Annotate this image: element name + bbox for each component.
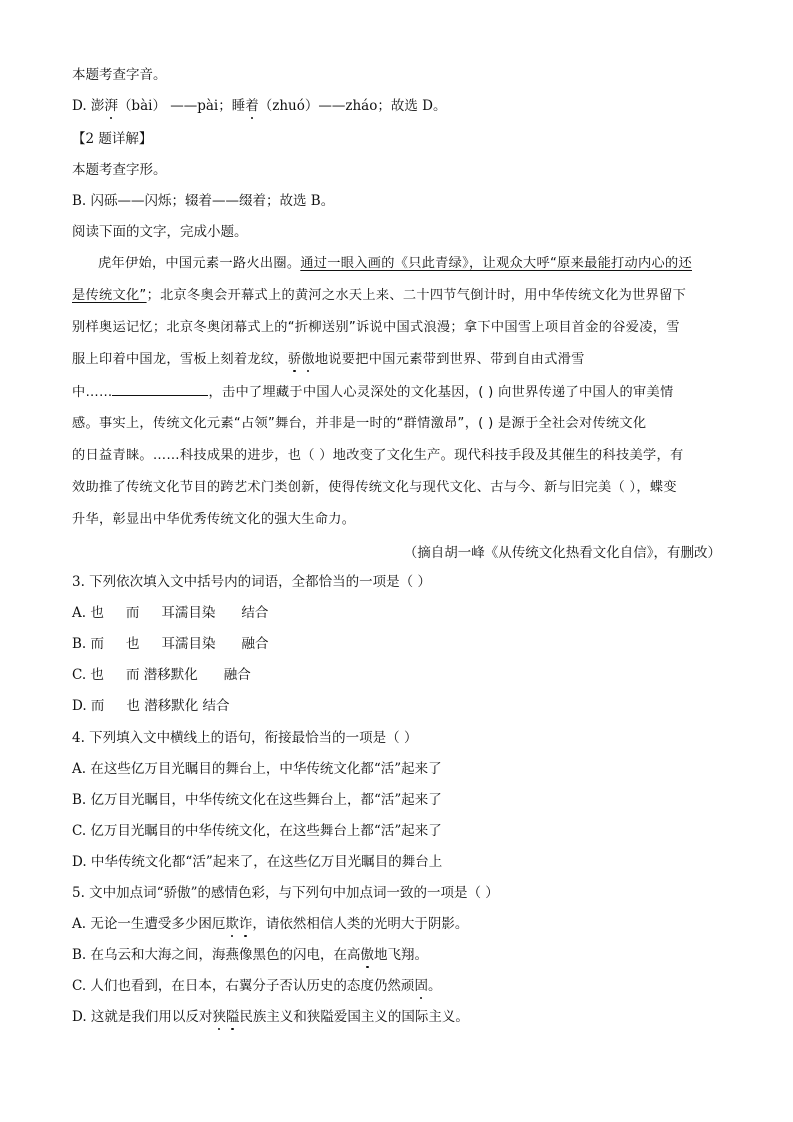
emphasis-dot-char: 诈 [238,916,253,932]
emphasis-dot-char: 欺 [225,916,239,932]
q2-header: 【2 题详解】 [72,131,153,147]
q5-option-d: D. 这就是我们用以反对狭隘民族主义和狭隘爱国主义的国际主义。 [72,1009,469,1025]
q5-option-a: A. 无论一生遭受多少困厄欺诈，请依然相信人类的光明大于阴影。 [72,916,469,932]
q4-option-d: D. 中华传统文化都“活”起来了，在这些亿万目光瞩目的舞台上 [72,854,443,870]
q1-intro: 本题考查字音。 [72,67,167,83]
underlined-sentence: 通过一眼入画的《只此青绿》，让观众大呼“原来最能打动内心的还 [300,256,692,271]
q5-option-b: B. 在乌云和大海之间，海燕像黑色的闪电，在高傲地飞翔。 [72,947,429,963]
passage-line-5: 中…… ，击中了埋藏于中国人心灵深处的文化基因，( ) 向世界传递了中国人的审美情 [72,385,674,400]
q3-option-b: B. 而 也 耳濡目染 融合 [72,636,269,652]
q5-stem: 5. 文中加点词“骄傲”的感情色彩，与下列句中加点词一致的一项是（ ） [72,885,499,901]
q2-intro: 本题考查字形。 [72,162,167,178]
q1-option-d-explanation: D. 澎湃（bài） ——pài；睡着（zhuó）——zháo；故选 D。 [72,98,447,114]
q3-option-a: A. 也 而 耳濡目染 结合 [72,605,269,621]
q4-option-c: C. 亿万目光瞩目的中华传统文化，在这些舞台上都“活”起来了 [72,823,442,839]
passage-line-6: 感。事实上，传统文化元素“占领”舞台，并非是一时的“群情激昂”，( ) 是源于全社会对传统文化 [72,416,647,431]
emphasis-dot-char: 湃 [104,98,118,114]
fill-in-blank [112,383,208,396]
emphasis-dot-char: 着 [245,98,259,114]
q4-option-a: A. 在这些亿万目光瞩目的舞台上，中华传统文化都“活”起来了 [72,761,442,777]
passage-line-3: 别样奥运记忆；北京冬奥闭幕式上的“折柳送别”诉说中国式浪漫；拿下中国雪上项目首金的谷爱凌，雪 [72,320,680,335]
emphasis-dot-char: 狭 [212,1009,226,1025]
passage-line-1: 虎年伊始，中国元素一路火出圈。通过一眼入画的《只此青绿》，让观众大呼“原来最能打动内心的还 [98,256,692,271]
q2-answer: B. 闪砾——闪烁；辍着——缀着；故选 B。 [72,193,335,209]
q3-option-d: D. 而 也 潜移默化 结合 [72,698,230,714]
q3-option-c: C. 也 而 潜移默化 融合 [72,667,251,683]
q3-stem: 3. 下列依次填入文中括号内的词语，全都恰当的一项是（ ） [72,574,431,590]
emphasis-dot-char: 骄 [287,352,302,367]
q5-option-c: C. 人们也看到，在日本，右翼分子否认历史的态度仍然顽固。 [72,978,442,994]
underlined-sentence: 是传统文化” [72,288,147,303]
passage-source: （摘自胡一峰《从传统文化热看文化自信》，有删改） [403,545,721,561]
emphasis-dot-char: 隘 [225,1009,240,1025]
reading-instruction: 阅读下面的文字，完成小题。 [72,224,248,240]
q4-option-b: B. 亿万目光瞩目，中华传统文化在这些舞台上，都“活”起来了 [72,792,442,808]
emphasis-dot-char: 傲 [360,947,375,963]
emphasis-dot-char: 傲 [301,352,315,367]
passage-line-4: 服上印着中国龙，雪板上刻着龙纹，骄傲地说要把中国元素带到世界、带到自由式滑雪 [72,352,585,367]
passage-line-8: 效助推了传统文化节目的跨艺术门类创新，使得传统文化与现代文化、古与今、新与旧完美（ ），蝶变 [72,480,677,495]
passage-line-9: 升华，彰显出中华优秀传统文化的强大生命力。 [72,512,356,527]
passage-line-7: 的日益青睐。……科技成果的进步，也（ ）地改变了文化生产。现代科技手段及其催生的科技美学，有 [72,448,684,463]
passage-line-2: 是传统文化”；北京冬奥会开幕式上的黄河之水天上来、二十四节气倒计时，用中华传统文化为世界留下 [72,288,687,303]
emphasis-dot-char: 固 [414,978,428,994]
q4-stem: 4. 下列填入文中横线上的语句，衔接最恰当的一项是（ ） [72,730,418,746]
